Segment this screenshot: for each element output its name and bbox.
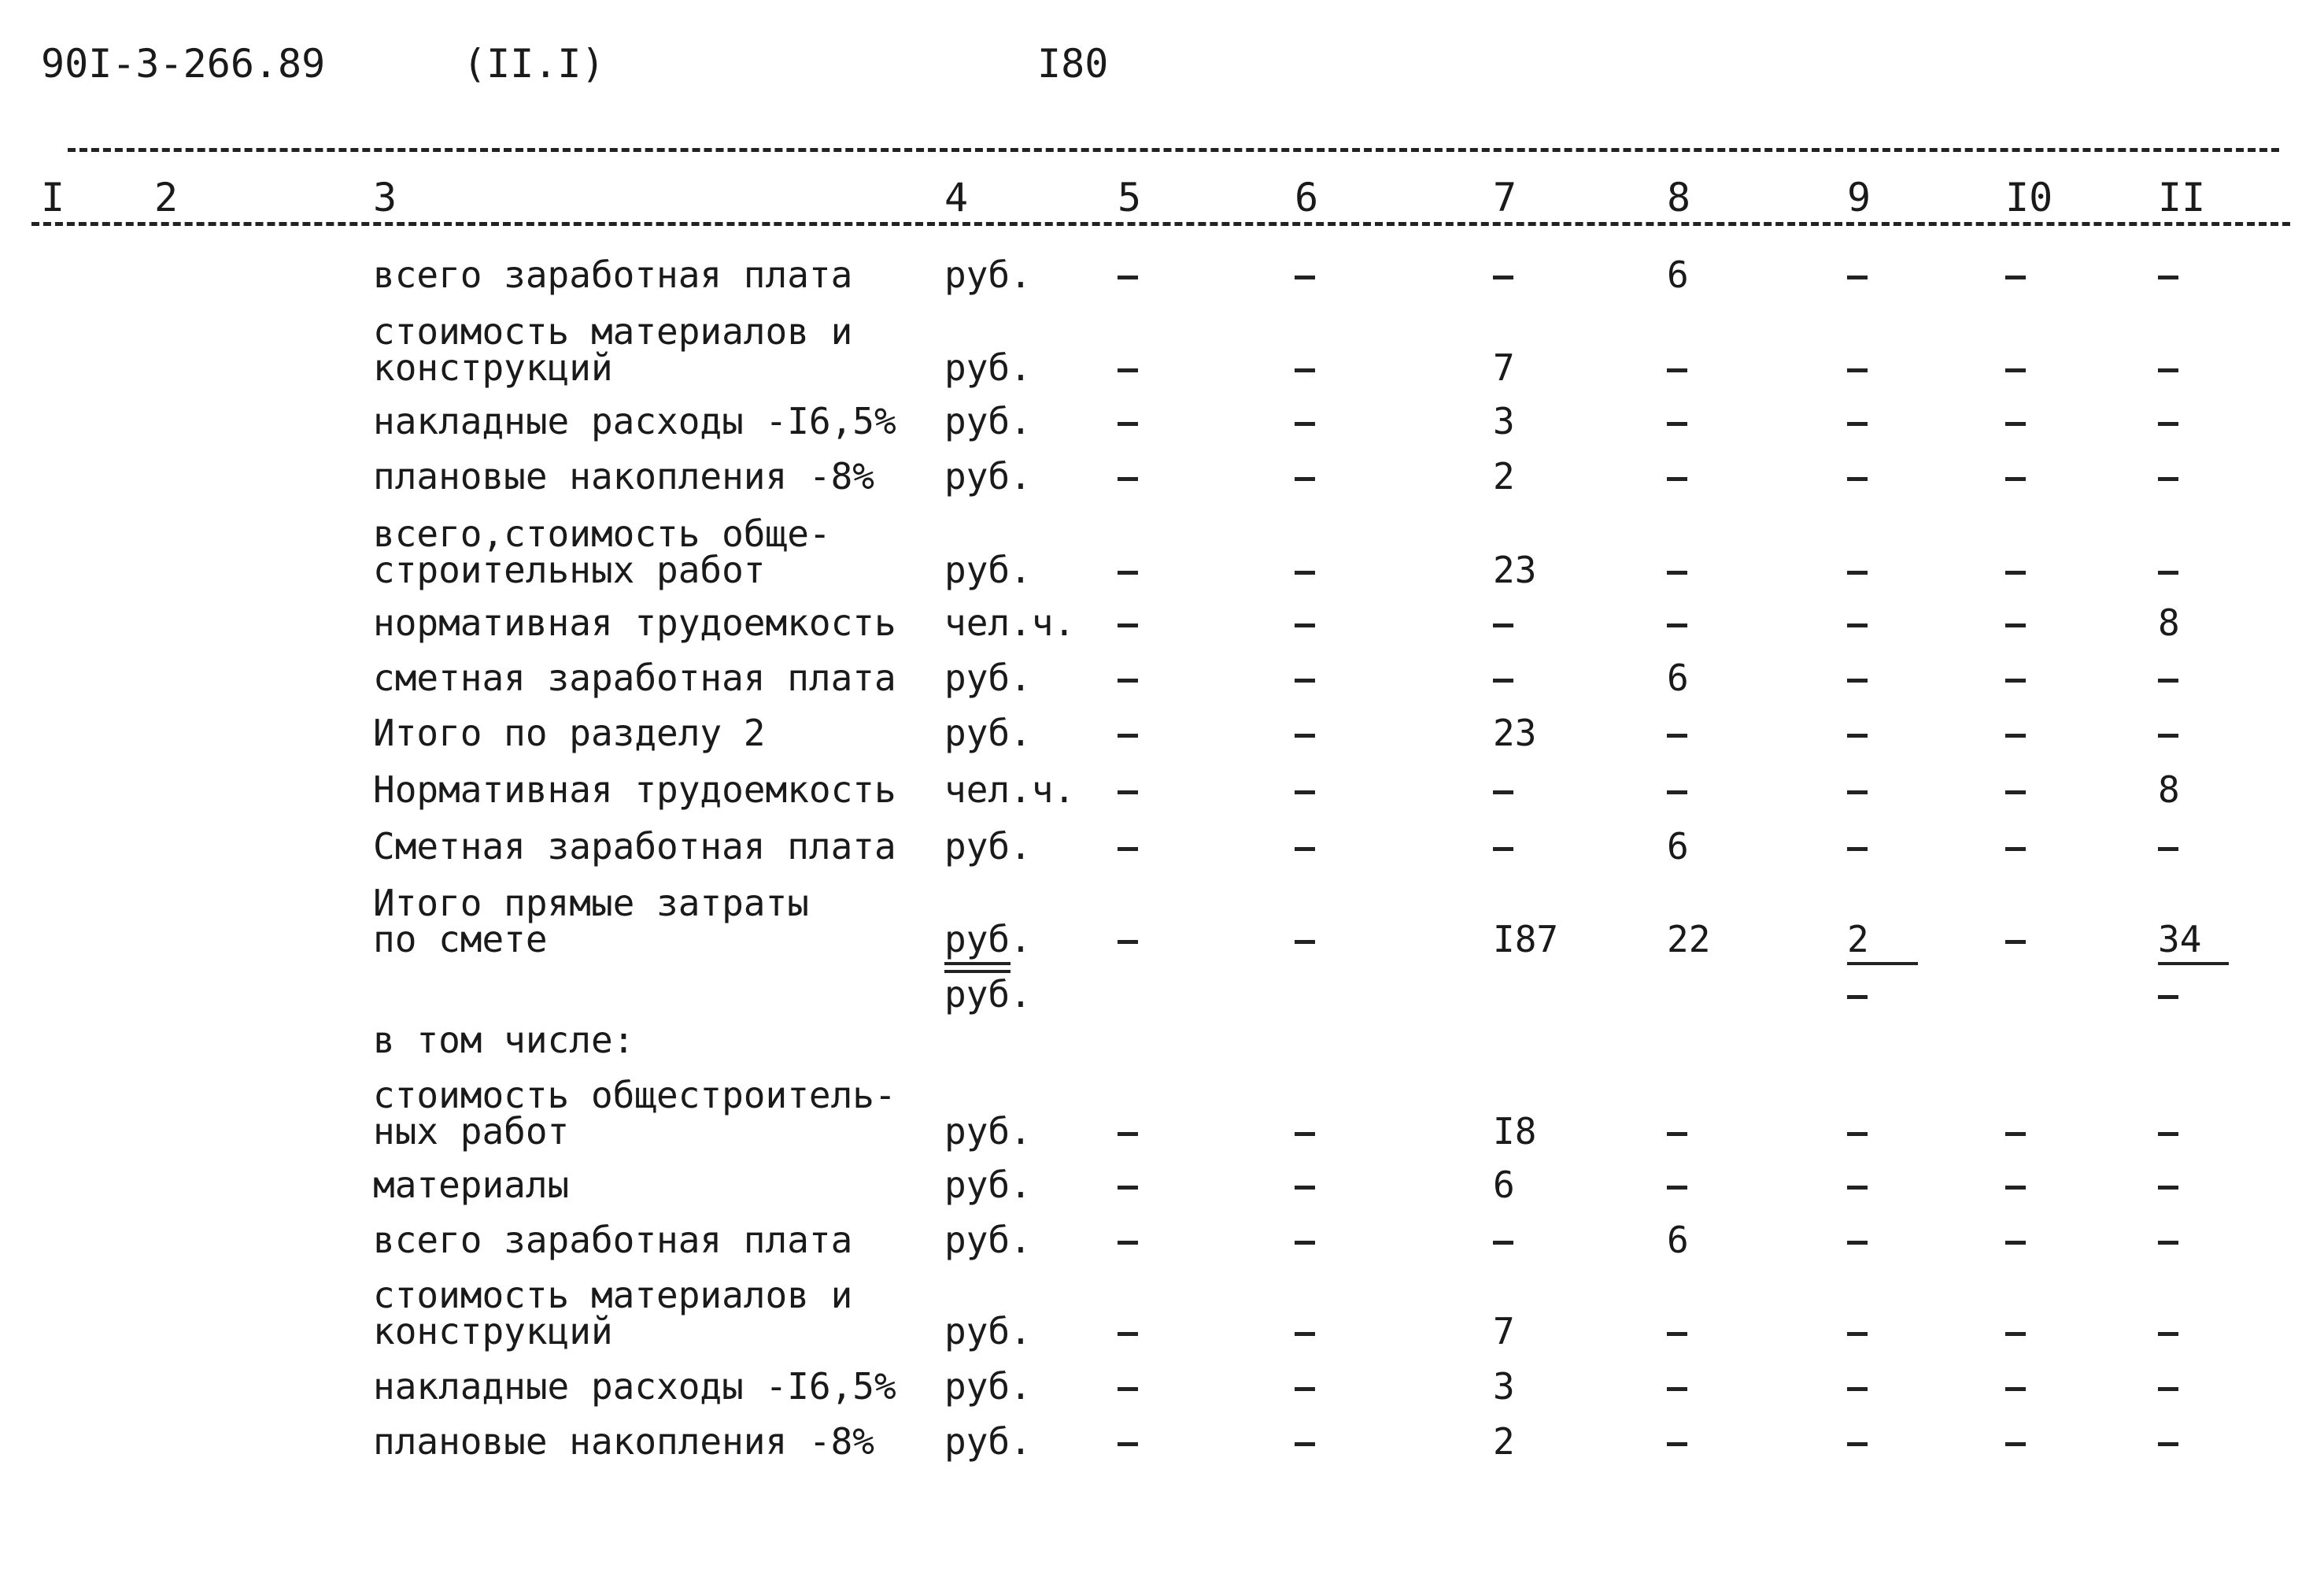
item-name (373, 882, 809, 960)
empty-value-dash (2005, 1332, 2026, 1336)
item-name (373, 1019, 635, 1061)
empty-value-dash (2005, 477, 2026, 481)
empty-value-dash (1493, 679, 1513, 683)
empty-value-dash (2005, 1186, 2026, 1190)
empty-value-dash (2005, 679, 2026, 683)
item-name-line: Нормативная трудоемкость (373, 768, 896, 811)
item-name (373, 1274, 853, 1352)
empty-value-dash (1667, 734, 1687, 738)
item-name-line: строительных работ (373, 549, 766, 591)
empty-value-dash (1847, 368, 1868, 372)
empty-value-dash (2158, 1241, 2178, 1245)
column-number: 4 (944, 175, 969, 220)
unit-cell: руб. (944, 973, 1032, 1016)
item-name-line: всего заработная плата (373, 1219, 853, 1261)
empty-value-dash (1295, 790, 1315, 794)
empty-value-dash (1295, 422, 1315, 426)
item-name (373, 1219, 853, 1261)
item-name-line: конструкций (373, 346, 613, 389)
empty-value-dash (1847, 571, 1868, 575)
value-cell-c8: 22 (1667, 918, 1711, 960)
empty-value-dash (2005, 940, 2026, 944)
empty-value-dash (1493, 790, 1513, 794)
item-name-line: по смете (373, 918, 548, 960)
value-cell-c11: 8 (2158, 768, 2180, 811)
empty-value-dash (1847, 1132, 1868, 1136)
empty-value-dash (1847, 1186, 1868, 1190)
empty-value-dash (1295, 1387, 1315, 1391)
column-number: I0 (2005, 175, 2053, 220)
empty-value-dash (1118, 1241, 1138, 1245)
empty-value-dash (1667, 571, 1687, 575)
value-cell-c8: 6 (1667, 825, 1689, 868)
doc-code: 90I-3-266.89 (41, 41, 326, 87)
item-name (373, 1420, 874, 1463)
empty-value-dash (1295, 679, 1315, 683)
empty-value-dash (1493, 847, 1513, 851)
value-cell-c7: 6 (1493, 1164, 1515, 1206)
item-name (373, 455, 874, 498)
item-name-line: Итого по разделу 2 (373, 712, 766, 754)
empty-value-dash (1667, 1387, 1687, 1391)
item-name-line: в том числе: (373, 1019, 635, 1061)
column-number: I (41, 175, 65, 220)
unit-cell: руб. (944, 1310, 1032, 1352)
empty-value-dash (2158, 1132, 2178, 1136)
total-underline (2158, 962, 2229, 965)
unit-cell: чел.ч. (944, 768, 1076, 811)
unit-cell: руб. (944, 918, 1032, 960)
empty-value-dash (1118, 276, 1138, 279)
item-name-line: всего,стоимость обще- (373, 512, 831, 555)
unit-cell: руб. (944, 1164, 1032, 1206)
item-name-line: Итого прямые затраты (373, 882, 809, 924)
empty-value-dash (1118, 477, 1138, 481)
empty-value-dash (1295, 940, 1315, 944)
item-name (373, 1365, 896, 1408)
item-name (373, 310, 853, 389)
empty-value-dash (1847, 1442, 1868, 1446)
empty-value-dash (1118, 571, 1138, 575)
empty-value-dash (1295, 623, 1315, 627)
empty-value-dash (2158, 368, 2178, 372)
empty-value-dash (1667, 422, 1687, 426)
empty-value-dash (1295, 1442, 1315, 1446)
empty-value-dash (1847, 422, 1868, 426)
empty-value-dash (1493, 276, 1513, 279)
empty-value-dash (1118, 847, 1138, 851)
empty-value-dash (1295, 571, 1315, 575)
empty-value-dash (2005, 1132, 2026, 1136)
empty-value-dash (1847, 623, 1868, 627)
empty-value-dash (1118, 679, 1138, 683)
empty-value-dash (1118, 1132, 1138, 1136)
empty-value-dash (1667, 1132, 1687, 1136)
empty-value-dash (1118, 1442, 1138, 1446)
empty-value-dash (1118, 940, 1138, 944)
column-number: 5 (1118, 175, 1142, 220)
header-bottom-rule (31, 222, 2290, 226)
page-number: I80 (1037, 41, 1109, 87)
unit-cell: руб. (944, 1420, 1032, 1463)
item-name-line: Сметная заработная плата (373, 825, 896, 868)
column-number: 7 (1493, 175, 1517, 220)
unit-cell: руб. (944, 549, 1032, 591)
item-name-line: конструкций (373, 1310, 613, 1352)
empty-value-dash (1847, 1241, 1868, 1245)
unit-cell: руб. (944, 346, 1032, 389)
unit-cell: руб. (944, 455, 1032, 498)
empty-value-dash (1295, 368, 1315, 372)
empty-value-dash (1295, 1332, 1315, 1336)
value-cell-c7: I8 (1493, 1110, 1537, 1153)
header-top-rule (68, 148, 2279, 152)
empty-value-dash (2158, 1332, 2178, 1336)
empty-value-dash (1847, 995, 1868, 999)
value-cell-c8: 6 (1667, 657, 1689, 699)
item-name (373, 601, 896, 644)
item-name (373, 512, 831, 591)
empty-value-dash (1493, 1241, 1513, 1245)
empty-value-dash (1847, 1332, 1868, 1336)
item-name (373, 1074, 896, 1153)
column-number: 9 (1847, 175, 1871, 220)
empty-value-dash (2158, 679, 2178, 683)
empty-value-dash (2158, 1387, 2178, 1391)
item-name-line: накладные расходы -I6,5% (373, 1365, 896, 1408)
item-name (373, 768, 896, 811)
empty-value-dash (2158, 276, 2178, 279)
empty-value-dash (1118, 734, 1138, 738)
unit-cell: руб. (944, 400, 1032, 442)
value-cell-c7: 2 (1493, 1420, 1515, 1463)
empty-value-dash (1667, 1332, 1687, 1336)
value-cell-c7: 23 (1493, 712, 1537, 754)
unit-cell: руб. (944, 657, 1032, 699)
item-name-line: плановые накопления -8% (373, 1420, 874, 1463)
empty-value-dash (2005, 847, 2026, 851)
column-number: 3 (373, 175, 397, 220)
unit-cell: руб. (944, 1110, 1032, 1153)
empty-value-dash (2005, 790, 2026, 794)
empty-value-dash (1667, 1442, 1687, 1446)
empty-value-dash (2158, 477, 2178, 481)
empty-value-dash (1847, 276, 1868, 279)
empty-value-dash (2158, 995, 2178, 999)
item-name-line: всего заработная плата (373, 253, 853, 296)
unit-cell: чел.ч. (944, 601, 1076, 644)
empty-value-dash (1667, 477, 1687, 481)
unit-cell: руб. (944, 253, 1032, 296)
empty-value-dash (2005, 368, 2026, 372)
empty-value-dash (2158, 847, 2178, 851)
column-number: II (2158, 175, 2206, 220)
empty-value-dash (2005, 1241, 2026, 1245)
value-cell-c8: 6 (1667, 253, 1689, 296)
item-name-line: материалы (373, 1164, 570, 1206)
empty-value-dash (2158, 1442, 2178, 1446)
empty-value-dash (2005, 1387, 2026, 1391)
item-name-line: ных работ (373, 1110, 570, 1153)
item-name-line: стоимость общестроитель- (373, 1074, 896, 1116)
item-name (373, 400, 896, 442)
value-cell-c7: 3 (1493, 1365, 1515, 1408)
empty-value-dash (1295, 1241, 1315, 1245)
empty-value-dash (2158, 1186, 2178, 1190)
empty-value-dash (1847, 679, 1868, 683)
album-number: (II.I) (463, 41, 605, 87)
empty-value-dash (2005, 734, 2026, 738)
item-name (373, 657, 896, 699)
empty-value-dash (2158, 571, 2178, 575)
item-name-line: нормативная трудоемкость (373, 601, 896, 644)
empty-value-dash (2158, 734, 2178, 738)
empty-value-dash (1295, 734, 1315, 738)
empty-value-dash (1295, 847, 1315, 851)
empty-value-dash (1295, 1132, 1315, 1136)
value-cell-c7: 3 (1493, 400, 1515, 442)
column-number: 2 (154, 175, 179, 220)
empty-value-dash (1667, 623, 1687, 627)
empty-value-dash (1118, 422, 1138, 426)
value-cell-c7: 2 (1493, 455, 1515, 498)
value-cell-c7: I87 (1493, 918, 1559, 960)
empty-value-dash (1847, 847, 1868, 851)
empty-value-dash (1847, 1387, 1868, 1391)
item-name (373, 712, 766, 754)
value-cell-c7: 23 (1493, 549, 1537, 591)
total-underline (1847, 962, 1918, 965)
unit-cell: руб. (944, 1219, 1032, 1261)
value-cell-c11: 34 (2158, 918, 2202, 960)
empty-value-dash (1295, 477, 1315, 481)
empty-value-dash (2005, 276, 2026, 279)
value-cell-c11: 8 (2158, 601, 2180, 644)
empty-value-dash (2005, 623, 2026, 627)
empty-value-dash (1295, 276, 1315, 279)
column-number: 6 (1295, 175, 1319, 220)
empty-value-dash (1847, 790, 1868, 794)
item-name (373, 825, 896, 868)
item-name-line: стоимость материалов и (373, 310, 853, 353)
item-name-line: накладные расходы -I6,5% (373, 400, 896, 442)
empty-value-dash (1847, 477, 1868, 481)
empty-value-dash (1118, 623, 1138, 627)
value-cell-c8: 6 (1667, 1219, 1689, 1261)
empty-value-dash (2158, 422, 2178, 426)
item-name (373, 1164, 570, 1206)
empty-value-dash (2005, 571, 2026, 575)
empty-value-dash (1667, 1186, 1687, 1190)
empty-value-dash (1667, 368, 1687, 372)
item-name (373, 253, 853, 296)
empty-value-dash (1118, 1332, 1138, 1336)
total-underline (944, 962, 1011, 965)
unit-cell: руб. (944, 825, 1032, 868)
empty-value-dash (1295, 1186, 1315, 1190)
value-cell-c7: 7 (1493, 1310, 1515, 1352)
empty-value-dash (1118, 1186, 1138, 1190)
item-name-line: стоимость материалов и (373, 1274, 853, 1316)
empty-value-dash (1118, 790, 1138, 794)
empty-value-dash (1847, 734, 1868, 738)
empty-value-dash (1667, 790, 1687, 794)
value-cell-c9: 2 (1847, 918, 1869, 960)
value-cell-c7: 7 (1493, 346, 1515, 389)
empty-value-dash (2005, 1442, 2026, 1446)
empty-value-dash (1118, 1387, 1138, 1391)
unit-cell: руб. (944, 712, 1032, 754)
column-number: 8 (1667, 175, 1691, 220)
empty-value-dash (2005, 422, 2026, 426)
empty-value-dash (1118, 368, 1138, 372)
unit-cell: руб. (944, 1365, 1032, 1408)
empty-value-dash (1493, 623, 1513, 627)
item-name-line: сметная заработная плата (373, 657, 896, 699)
item-name-line: плановые накопления -8% (373, 455, 874, 498)
